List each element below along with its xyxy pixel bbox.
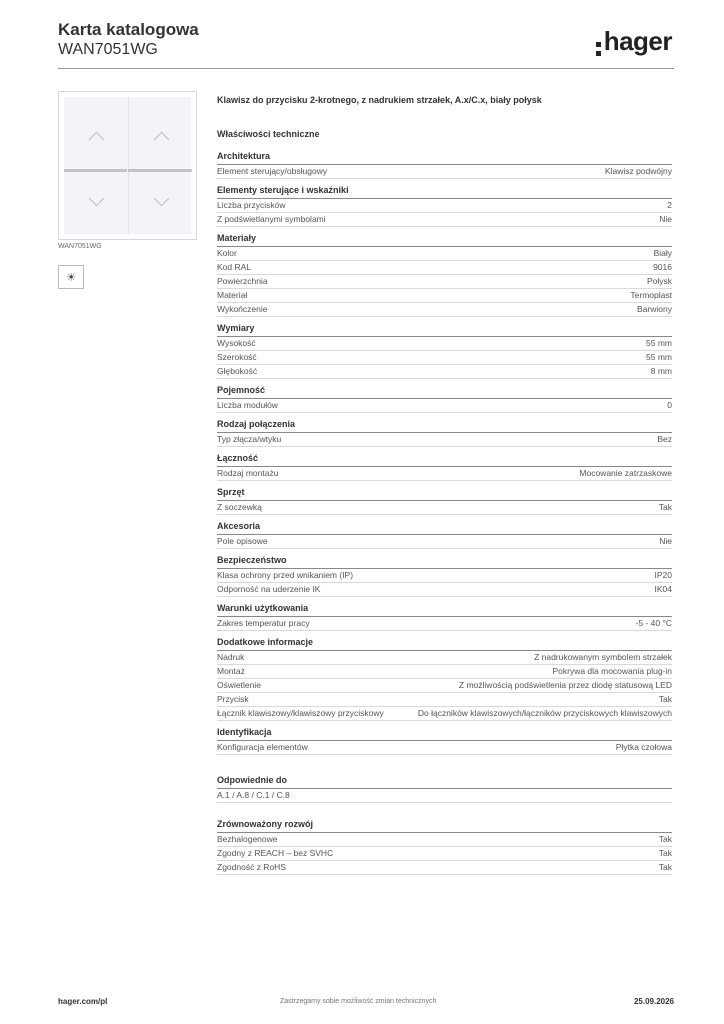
spec-row <box>217 399 672 413</box>
spec-row <box>217 165 672 179</box>
spec-row <box>217 247 672 261</box>
row-label: Bezhalogenowe <box>217 834 278 844</box>
row-value: Z możliwością podświetlenia przez diodę statusową LED <box>458 680 672 690</box>
footer-notice: Zastrzegamy sobie możliwość zmian technicznych <box>280 998 437 1005</box>
row-label: Z podświetlanymi symbolami <box>217 214 326 224</box>
row-value: Połysk <box>646 276 672 286</box>
product-code: WAN7051WG <box>58 41 158 58</box>
row-label: Liczba modułów <box>217 400 278 410</box>
brand-logo <box>596 26 672 57</box>
spec-section <box>217 385 672 413</box>
spec-row <box>217 467 672 481</box>
row-label: Liczba przycisków <box>217 200 286 210</box>
row-label: A.1 / A.8 / C.1 / C.8 <box>217 790 290 800</box>
spec-section <box>217 453 672 481</box>
row-value: 9016 <box>653 262 672 272</box>
footer-website[interactable]: hager.com/pl <box>58 997 108 1006</box>
row-label: Konfiguracja elementów <box>217 742 308 752</box>
row-value: 55 mm <box>646 352 672 362</box>
row-value: Klawisz podwójny <box>604 166 672 176</box>
spec-section <box>217 603 672 631</box>
section-title: Pojemność <box>217 385 672 399</box>
brand-name: hager <box>603 26 672 56</box>
spec-row <box>217 569 672 583</box>
spec-row <box>217 535 672 549</box>
section-title: Akcesoria <box>217 521 672 535</box>
spec-row <box>217 501 672 515</box>
row-value: Tak <box>658 848 672 858</box>
spec-section <box>217 151 672 179</box>
header-divider <box>58 68 674 69</box>
row-label: Wykończenie <box>217 304 268 314</box>
section-title: Identyfikacja <box>217 727 672 741</box>
row-label: Montaż <box>217 666 245 676</box>
spec-section <box>217 727 672 755</box>
spec-section <box>217 555 672 597</box>
row-value: Pokrywa dla mocowania plug-in <box>552 666 672 676</box>
row-value: 8 mm <box>650 366 672 376</box>
row-label: Z soczewką <box>217 502 262 512</box>
spec-row <box>217 833 672 847</box>
section-title: Łączność <box>217 453 672 467</box>
row-label: Rodzaj montażu <box>217 468 279 478</box>
product-description: Klawisz do przycisku 2-krotnego, z nadrukiem strzałek, A.x/C.x, biały połysk <box>217 95 542 105</box>
spec-row <box>217 583 672 597</box>
spec-row <box>217 693 672 707</box>
row-value: -5 - 40 °C <box>635 618 672 628</box>
row-label: Zgodność z RoHS <box>217 862 286 872</box>
row-label: Kod RAL <box>217 262 252 272</box>
spec-content <box>217 95 672 881</box>
row-label: Element sterujący/obsługowy <box>217 166 328 176</box>
row-value: Do łączników klawiszowych/łączników przyciskowych klawiszowych <box>417 708 672 718</box>
row-value: Biały <box>653 248 672 258</box>
row-value: IK04 <box>654 584 672 594</box>
footer-date: 25.09.2026 <box>633 997 674 1006</box>
row-label: Pole opisowe <box>217 536 268 546</box>
row-label: Zakres temperatur pracy <box>217 618 310 628</box>
spec-row <box>217 433 672 447</box>
suitable-section <box>217 775 672 803</box>
row-value: Tak <box>658 834 672 844</box>
spec-section <box>217 419 672 447</box>
section-title: Materiały <box>217 233 672 247</box>
spec-row <box>217 213 672 227</box>
spec-row <box>217 199 672 213</box>
spec-row <box>217 707 672 721</box>
arrow-up-icon <box>89 132 105 148</box>
row-label: Typ złącza/wtyku <box>217 434 282 444</box>
row-label: Materiał <box>217 290 248 300</box>
row-label: Odporność na uderzenie IK <box>217 584 321 594</box>
section-title: Zrównoważony rozwój <box>217 819 672 833</box>
row-label: Głębokość <box>217 366 258 376</box>
sun-lens-icon: ☀ <box>58 265 84 289</box>
row-value: 55 mm <box>646 338 672 348</box>
sustainability-section <box>217 819 672 875</box>
page-title: Karta katalogowa <box>58 20 199 39</box>
spec-row <box>217 351 672 365</box>
section-title: Sprzęt <box>217 487 672 501</box>
spec-row <box>217 861 672 875</box>
spec-row <box>217 651 672 665</box>
row-label: Przycisk <box>217 694 249 704</box>
tech-heading: Właściwości techniczne <box>217 129 320 139</box>
arrow-up-icon <box>154 132 170 148</box>
row-value: Tak <box>658 694 672 704</box>
row-label: Zgodny z REACH – bez SVHC <box>217 848 334 858</box>
row-value: Płytka czołowa <box>615 742 672 752</box>
section-title: Odpowiednie do <box>217 775 672 789</box>
row-label: Nadruk <box>217 652 245 662</box>
arrow-down-icon <box>154 191 170 207</box>
spec-row <box>217 679 672 693</box>
section-title: Warunki użytkowania <box>217 603 672 617</box>
row-label: Oświetlenie <box>217 680 261 690</box>
spec-sections <box>217 151 672 755</box>
row-label: Wysokość <box>217 338 256 348</box>
spec-row <box>217 665 672 679</box>
spec-row <box>217 261 672 275</box>
row-value: Mocowanie zatrzaskowe <box>579 468 672 478</box>
row-label: Szerokość <box>217 352 257 362</box>
spec-section <box>217 233 672 317</box>
spec-row <box>217 617 672 631</box>
spec-row <box>217 741 672 755</box>
spec-row <box>217 289 672 303</box>
spec-section <box>217 521 672 549</box>
section-title: Wymiary <box>217 323 672 337</box>
spec-row <box>217 275 672 289</box>
row-value: Termoplast <box>630 290 672 300</box>
arrow-down-icon <box>89 191 105 207</box>
row-label: Kolor <box>217 248 237 258</box>
spec-section <box>217 185 672 227</box>
spec-row <box>217 303 672 317</box>
row-value: Barwiony <box>637 304 672 314</box>
row-value: IP20 <box>654 570 672 580</box>
section-title: Elementy sterujące i wskaźniki <box>217 185 672 199</box>
spec-row <box>217 365 672 379</box>
section-title: Architektura <box>217 151 672 165</box>
spec-section <box>217 323 672 379</box>
row-value: 2 <box>667 200 672 210</box>
page-header <box>58 20 199 59</box>
section-title: Bezpieczeństwo <box>217 555 672 569</box>
row-value: Nie <box>659 536 672 546</box>
section-title: Rodzaj połączenia <box>217 419 672 433</box>
row-label: Powierzchnia <box>217 276 268 286</box>
spec-section <box>217 487 672 515</box>
row-label: Klasa ochrony przed wnikaniem (IP) <box>217 570 354 580</box>
row-value: Bez <box>657 434 672 444</box>
image-caption: WAN7051WG <box>58 243 102 250</box>
logo-dots-icon <box>596 42 602 56</box>
spec-section <box>217 637 672 721</box>
spec-row <box>217 337 672 351</box>
spec-row <box>217 847 672 861</box>
spec-row <box>217 789 672 803</box>
row-label: Łącznik klawiszowy/klawiszowy przyciskowy <box>217 708 384 718</box>
row-value: Nie <box>659 214 672 224</box>
row-value: 0 <box>667 400 672 410</box>
row-value: Tak <box>658 502 672 512</box>
product-image <box>58 91 197 240</box>
row-value: Tak <box>658 862 672 872</box>
section-title: Dodatkowe informacje <box>217 637 672 651</box>
row-value: Z nadrukowanym symbolem strzałek <box>534 652 672 662</box>
